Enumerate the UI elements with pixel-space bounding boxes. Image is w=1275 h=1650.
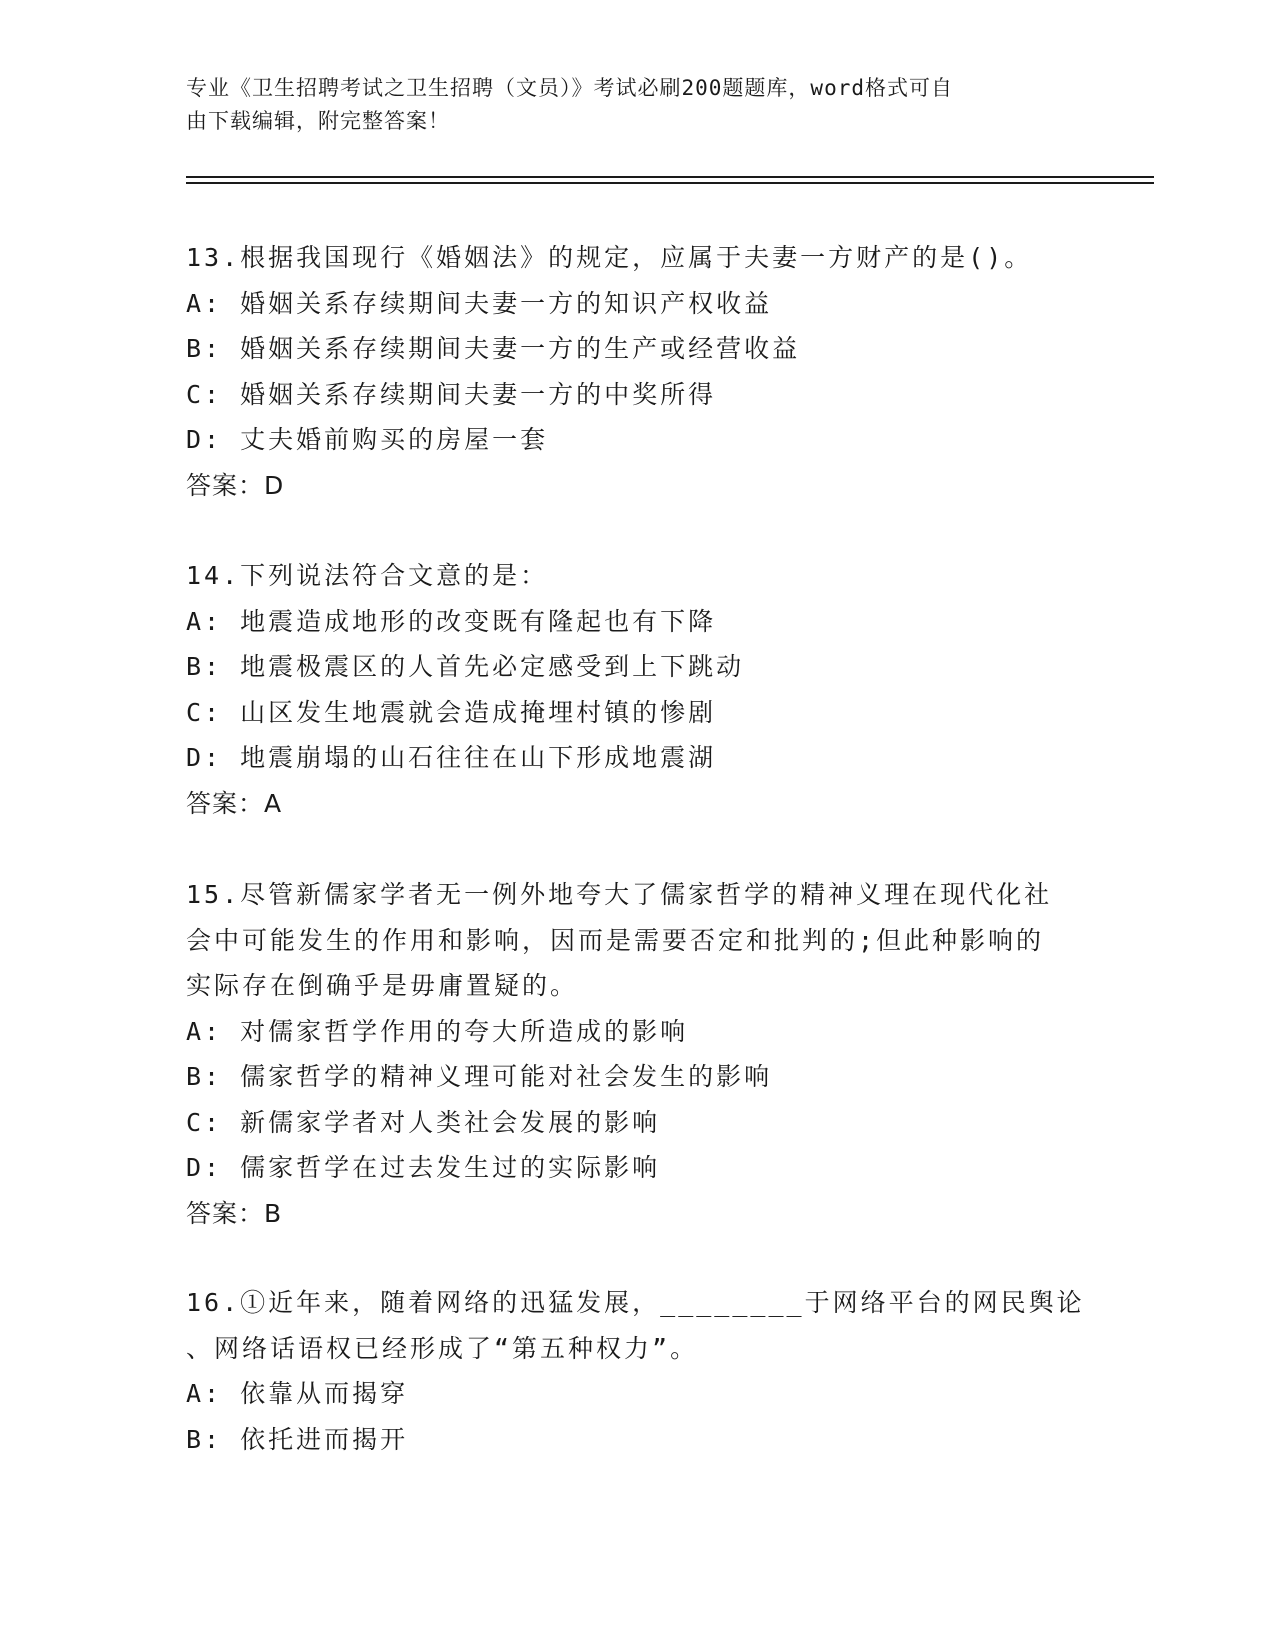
- option-b: B: 地震极震区的人首先必定感受到上下跳动: [186, 652, 745, 681]
- option-a: A: 依靠从而揭穿: [186, 1379, 409, 1408]
- question-15: [186, 872, 1066, 1236]
- answer-line: 答案：B: [186, 1198, 283, 1228]
- header-divider-bottom: [186, 182, 1154, 184]
- option-b: B: 婚姻关系存续期间夫妻一方的生产或经营收益: [186, 334, 801, 363]
- question-stem-line-2: 会中可能发生的作用和影响，因而是需要否定和批判的;但此种影响的: [186, 925, 1045, 955]
- option-d: D: 地震崩塌的山石往往在山下形成地震湖: [186, 743, 717, 772]
- document-header: [186, 72, 1066, 138]
- answer-line: 答案：A: [186, 788, 283, 818]
- question-stem-line-1: 16.①近年来，随着网络的迅猛发展，________于网络平台的网民舆论: [186, 1288, 1085, 1317]
- header-divider-top: [186, 176, 1154, 178]
- question-stem-line-1: 15.尽管新儒家学者无一例外地夸大了儒家哲学的精神义理在现代化社: [186, 880, 1053, 909]
- option-c: C: 新儒家学者对人类社会发展的影响: [186, 1107, 661, 1137]
- option-a: A: 对儒家哲学作用的夸大所造成的影响: [186, 1016, 689, 1046]
- option-c: C: 山区发生地震就会造成掩埋村镇的惨剧: [186, 697, 717, 727]
- header-line-1: 专业《卫生招聘考试之卫生招聘（文员）》考试必刷200题题库，word格式可自: [186, 76, 953, 100]
- option-d: D: 儒家哲学在过去发生过的实际影响: [186, 1153, 661, 1182]
- answer-line: 答案：D: [186, 470, 285, 500]
- question-stem: 13.根据我国现行《婚姻法》的规定，应属于夫妻一方财产的是()。: [186, 243, 1033, 272]
- question-14: [186, 553, 1066, 826]
- question-16: [186, 1280, 1085, 1462]
- question-stem-line-2: 、网络话语权已经形成了“第五种权力”。: [186, 1333, 699, 1363]
- header-line-2: 由下载编辑，附完整答案！: [186, 109, 450, 133]
- option-a: A: 婚姻关系存续期间夫妻一方的知识产权收益: [186, 288, 773, 318]
- option-b: B: 儒家哲学的精神义理可能对社会发生的影响: [186, 1062, 773, 1091]
- option-c: C: 婚姻关系存续期间夫妻一方的中奖所得: [186, 379, 717, 409]
- question-13: [186, 235, 1066, 508]
- option-b: B: 依托进而揭开: [186, 1424, 409, 1454]
- question-stem: 14.下列说法符合文意的是：: [186, 561, 549, 590]
- option-a: A: 地震造成地形的改变既有隆起也有下降: [186, 606, 717, 636]
- option-d: D: 丈夫婚前购买的房屋一套: [186, 425, 549, 454]
- question-stem-line-3: 实际存在倒确乎是毋庸置疑的。: [186, 971, 579, 1000]
